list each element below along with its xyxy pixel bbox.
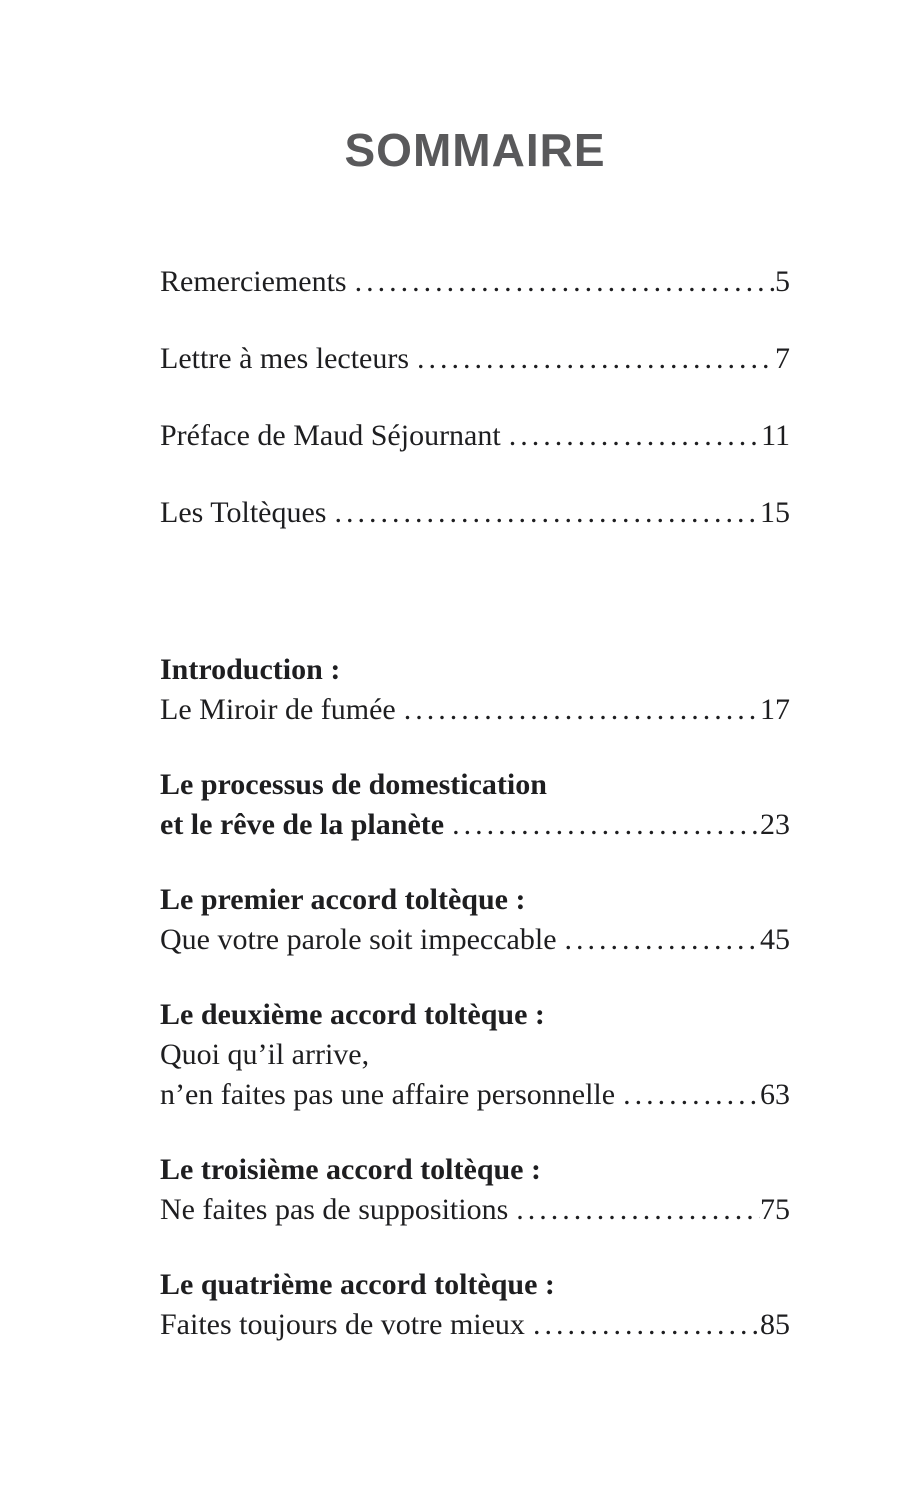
toc-entry-page: 7	[775, 342, 790, 375]
toc-content	[160, 262, 790, 1345]
dot-leader	[355, 262, 775, 302]
toc-entry-page: 17	[760, 693, 790, 726]
toc-chapter-quatrieme-accord	[160, 1265, 790, 1345]
dot-leader	[452, 805, 760, 845]
dot-leader	[334, 493, 760, 533]
chapter-subtitle-line	[160, 1305, 790, 1345]
chapter-heading-line: Le troisième accord toltèque :	[160, 1153, 541, 1186]
dot-leader	[565, 920, 760, 960]
toc-entry-page: 23	[760, 808, 790, 841]
chapter-subtitle-line	[160, 805, 790, 845]
toc-entry-label: Préface de Maud Séjournant	[160, 419, 501, 452]
chapter-subtitle-line	[160, 690, 790, 730]
toc-chapter-domestication	[160, 765, 790, 845]
toc-entry-label: Ne faites pas de suppositions	[160, 1193, 509, 1226]
chapter-subtitle-line	[160, 1075, 790, 1115]
toc-entry-lettre	[160, 339, 790, 379]
toc-chapter-introduction	[160, 650, 790, 730]
chapter-subtitle-line: Quoi qu’il arrive,	[160, 1038, 370, 1071]
dot-leader	[533, 1305, 760, 1345]
dot-leader	[623, 1075, 760, 1115]
chapter-heading-line: Le premier accord toltèque :	[160, 883, 526, 916]
toc-entry-label: n’en faites pas une affaire personnelle	[160, 1078, 616, 1111]
toc-entry-label: Que votre parole soit impeccable	[160, 923, 557, 956]
toc-entry-label: Les Toltèques	[160, 496, 327, 529]
chapter-heading-line: Le processus de domestication	[160, 768, 547, 801]
section-gap	[160, 570, 790, 650]
toc-chapter-deuxieme-accord	[160, 995, 790, 1115]
dot-leader	[509, 416, 761, 456]
toc-entry-page: 11	[761, 419, 790, 452]
dot-leader	[404, 690, 760, 730]
chapter-heading-line: Le quatrième accord toltèque :	[160, 1268, 555, 1301]
dot-leader	[516, 1190, 760, 1230]
toc-entry-page: 85	[760, 1308, 790, 1341]
toc-entry-preface	[160, 416, 790, 456]
toc-entry-page: 5	[775, 265, 790, 298]
toc-entry-les-tolteques	[160, 493, 790, 533]
toc-entry-remerciements	[160, 262, 790, 302]
chapter-subtitle-line	[160, 920, 790, 960]
chapter-subtitle-line	[160, 1190, 790, 1230]
toc-entry-page: 75	[760, 1193, 790, 1226]
dot-leader	[417, 339, 775, 379]
toc-chapter-troisieme-accord	[160, 1150, 790, 1230]
toc-entry-label: Le Miroir de fumée	[160, 693, 396, 726]
toc-entry-label: Faites toujours de votre mieux	[160, 1308, 525, 1341]
toc-entry-page: 15	[760, 496, 790, 529]
chapter-heading-line: Introduction :	[160, 653, 341, 686]
toc-entry-page: 63	[760, 1078, 790, 1111]
toc-entry-label: et le rêve de la planète	[160, 808, 445, 841]
toc-entry-page: 45	[760, 923, 790, 956]
toc-entry-label: Remerciements	[160, 265, 347, 298]
page-title: SOMMAIRE	[344, 124, 606, 176]
toc-entry-label: Lettre à mes lecteurs	[160, 342, 410, 375]
chapter-heading-line: Le deuxième accord toltèque :	[160, 998, 545, 1031]
toc-chapter-premier-accord	[160, 880, 790, 960]
